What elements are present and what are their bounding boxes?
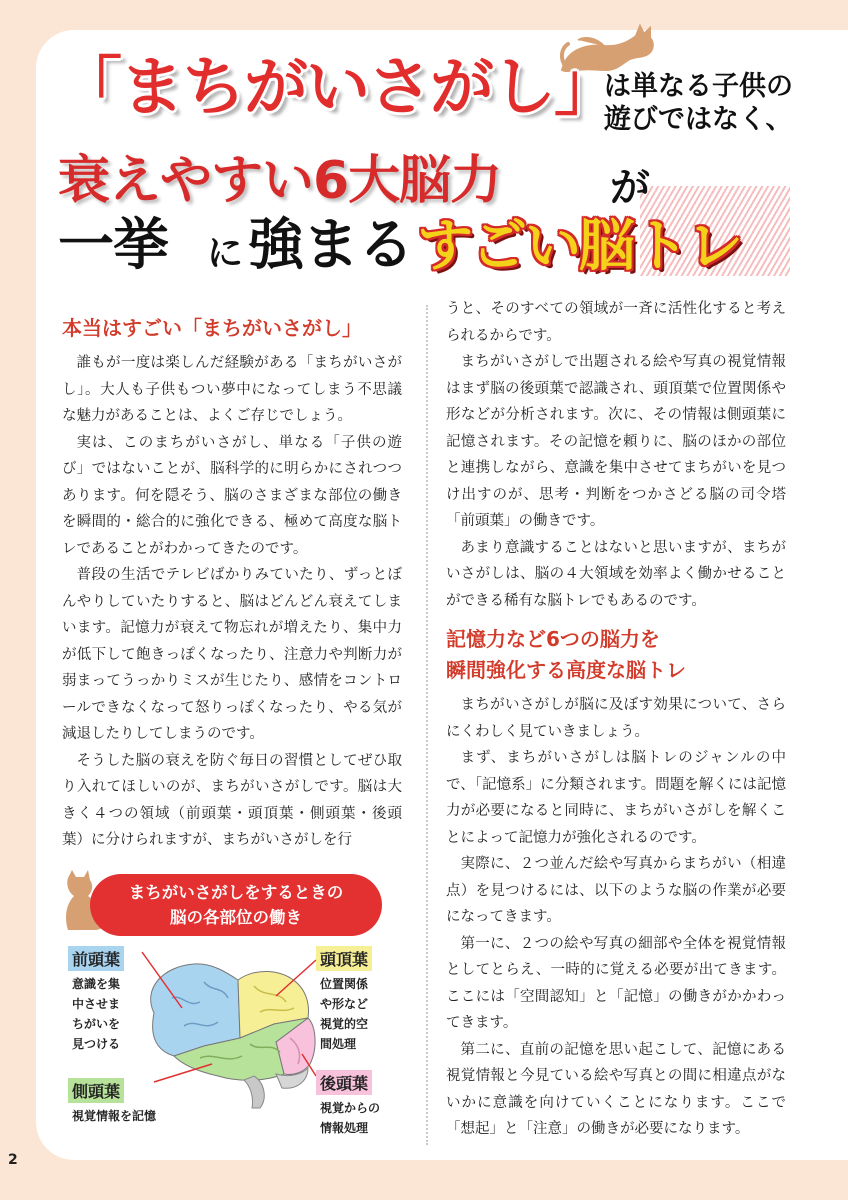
headline-line3-c: 強まる (248, 213, 413, 278)
right-paragraph: 第二に、直前の記憶を思い起こして、記憶にある視覚情報と今見ている絵や写真との間に相違点がないかに意識を向けていくことになります。ここで「想起」と「注意」の働きが必要になります。 (446, 1041, 786, 1137)
right-paragraph: まず、まちがいさがしは脳トレのジャンルの中で、「記憶系」に分類されます。問題を解くには記憶力が必要になると同時に、まちがいさがしを解くことによって記憶力が強化されるのです。 (446, 750, 786, 846)
label-temporal-lobe: 側頭葉 (68, 1078, 124, 1103)
desc-line: 視覚的空 (320, 1017, 369, 1031)
label-frontal-lobe: 前頭葉 (68, 946, 124, 971)
label-occipital-lobe: 後頭葉 (316, 1070, 372, 1095)
desc-line: 視覚情報を記憶 (72, 1109, 157, 1123)
left-paragraph: 誰もが一度は楽しんだ経験がある「まちがいさがし」。大人も子供もつい夢中になってしまう不思議な魅力があることは、よくご存じでしょう。 (62, 355, 402, 424)
right-paragraph: うと、そのすべての領域が一斉に活性化すると考えられるからです。 (446, 301, 786, 344)
desc-line: 間処理 (320, 1037, 357, 1051)
desc-line: 位置関係 (320, 977, 369, 991)
desc-line: や形など (320, 997, 369, 1011)
desc-temporal-lobe (72, 1106, 156, 1126)
right-heading-line2: 瞬間強化する高度な脳トレ (446, 658, 686, 682)
left-paragraph: そうした脳の衰えを防ぐ毎日の習慣としてぜひ取り入れてほしいのが、まちがいさがしです。脳は大きく４つの領域（前頭葉・頭頂葉・側頭葉・後頭葉）に分けられますが、まちがいさがしを行 (62, 752, 402, 848)
right-paragraph: まちがいさがしが脳に及ぼす効果について、さらにくわしく見ていきましょう。 (446, 697, 786, 740)
desc-line: ちがいを (72, 1017, 121, 1031)
right-paragraph: あまり意識することはないと思いますが、まちがいさがしは、脳の４大領域を効率よく働かせることができる稀有な脳トレでもあるのです。 (446, 539, 786, 609)
column-divider (426, 305, 428, 1145)
headline-line3-b: に (207, 233, 244, 274)
desc-line: 情報処理 (320, 1121, 369, 1135)
left-paragraph: 実は、このまちがいさがし、単なる「子供の遊び」ではないことが、脳科学的に明らかにされつつあります。何を隠そう、脳のさまざまな部位の働きを瞬間的・総合的に強化できる、極めて高度な脳トレであることがわかってきたのです。 (62, 434, 402, 557)
desc-frontal-lobe (72, 974, 120, 1054)
right-heading-line1: 記憶力など6つの脳力を (446, 627, 660, 651)
desc-line: 視覚からの (320, 1101, 381, 1115)
right-paragraph: 第一に、２つの絵や写真の細部や全体を視覚情報としてとらえ、一時的に覚える必要が出てきます。ここには「空間認知」と「記憶」の働きがかかわってきます。 (446, 935, 786, 1031)
illustration-title-line1: まちがいさがしをするときの (128, 883, 344, 902)
desc-line: 中させま (72, 997, 121, 1011)
right-paragraph: 実際に、２つ並んだ絵や写真からまちがい（相違点）を見つけるには、以下のような脳の作業が必要になってきます。 (446, 856, 786, 925)
desc-line: 見つける (72, 1037, 121, 1051)
right-paragraph: まちがいさがしで出題される絵や写真の視覚情報はまず脳の後頭葉で認識され、頭頂葉で位置関係や形などが分析されます。次に、その情報は側頭葉に記憶されます。その記憶を頼りに、脳のほかの部位と連携しながら、意識を集中させてまちがいを見つけ出すのが、思考・判断をつかさどる脳の司令塔「前頭葉」の働きです。 (446, 354, 786, 529)
desc-occipital-lobe (320, 1098, 380, 1138)
brain-illustration (54, 868, 414, 1148)
headline-line3-d: すごい脳トレ (417, 214, 741, 279)
illustration-title-line2: 脳の各部位の働き (170, 908, 302, 927)
headline-line1-sub: は単なる子供の遊びではなく、 (604, 71, 793, 135)
desc-parietal-lobe (320, 974, 368, 1054)
left-column (62, 305, 402, 854)
right-column (446, 296, 786, 1143)
page-number: 2 (8, 1152, 18, 1168)
headline-line2-main: 衰えやすい6大脳力 (58, 151, 502, 211)
left-paragraph: 普段の生活でテレビばかりみていたり、ずっとぼんやりしていたりすると、脳はどんどん衰えてしまいます。記憶力が衰えて物忘れが増えたり、集中力が低下して飽きっぽくなったり、注意力や判断力が弱まってうっかりミスが生じたり、感情をコントロールできなくなって怒りっぽくなったり、やる気が減退したりしてしまうのです。 (62, 567, 402, 742)
right-heading (446, 624, 786, 686)
desc-line: 意識を集 (72, 977, 121, 991)
left-heading: 本当はすごい「まちがいさがし」 (62, 316, 362, 340)
label-parietal-lobe: 頭頂葉 (316, 946, 372, 971)
headline-line1-main: 「まちがいさがし」 (58, 51, 616, 125)
headline-line3-a: 一挙 (58, 213, 168, 278)
headline-line2-sub: が (610, 165, 650, 211)
